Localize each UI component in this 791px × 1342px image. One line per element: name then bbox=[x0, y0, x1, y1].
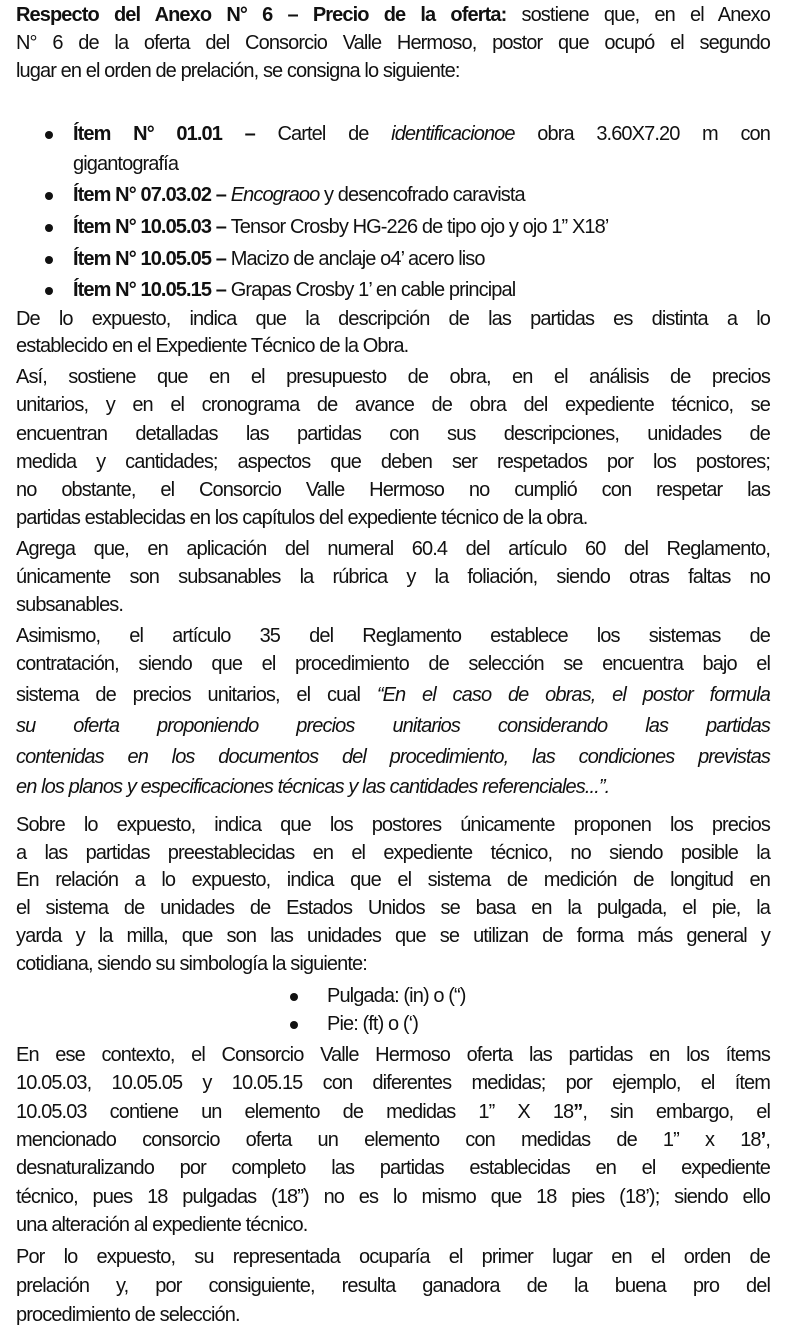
p9-line: prelación y, por consiguiente, resulta ganadora de la buena pro del bbox=[16, 1275, 770, 1297]
p5-quote-line: contenidas en los documentos del procedimiento, las condiciones previstas bbox=[16, 746, 770, 768]
p7-line: yarda y la milla, que son las unidades que se utilizan de forma más general y bbox=[16, 925, 770, 947]
text-italic: Encograoo bbox=[230, 184, 320, 206]
p8-line bbox=[16, 1098, 770, 1126]
p2-line: De lo expuesto, indica que la descripción de las partidas es distinta a lo bbox=[16, 308, 770, 330]
p5-quote-line: en los planos y especificaciones técnicas y las cantidades referenciales...”. bbox=[16, 776, 610, 798]
p2-line: establecido en el Expediente Técnico de la Obra. bbox=[16, 335, 409, 357]
text: obra 3.60X7.20 m con bbox=[514, 123, 770, 145]
bullet-icon bbox=[45, 287, 53, 295]
text: sistema de precios unitarios, el cual bbox=[16, 684, 377, 706]
p3-line: unitarios, y en el cronograma de avance de obra del expediente técnico, se bbox=[16, 394, 770, 416]
dash: – bbox=[211, 216, 231, 238]
text: Cartel de bbox=[277, 123, 392, 145]
p5-line: Asimismo, el artículo 35 del Reglamento establece los sistemas de bbox=[16, 625, 770, 647]
unit-item: Pulgada: (in) o (“) bbox=[327, 985, 466, 1007]
item-label: Ítem N° 07.03.02 bbox=[73, 184, 212, 206]
text-bold: ’ bbox=[760, 1129, 766, 1151]
bullet-icon bbox=[45, 192, 53, 200]
p6-line: Sobre lo expuesto, indica que los postores únicamente proponen los precios bbox=[16, 814, 770, 836]
p3-line: medida y cantidades; aspectos que deben ser respetados por los postores; bbox=[16, 451, 770, 473]
p7-line: En relación a lo expuesto, indica que el sistema de medición de longitud en bbox=[16, 869, 770, 891]
bullet-icon bbox=[290, 1021, 298, 1029]
p8-line: 10.05.03, 10.05.05 y 10.05.15 con diferentes medidas; por ejemplo, el ítem bbox=[16, 1072, 770, 1094]
bullet-icon bbox=[290, 993, 298, 1001]
text-bold: ” bbox=[573, 1101, 583, 1123]
p4-line: únicamente son subsanables la rúbrica y la foliación, siendo otras faltas no bbox=[16, 566, 770, 588]
p8-line: técnico, pues 18 pulgadas (18”) no es lo mismo que 18 pies (18’); siendo ello bbox=[16, 1186, 770, 1208]
list-item bbox=[73, 181, 770, 209]
bullet-icon bbox=[45, 131, 53, 139]
list-item bbox=[73, 245, 770, 273]
text: 10.05.03 contiene un elemento de medidas 1” X 18 bbox=[16, 1101, 574, 1123]
list-item bbox=[73, 276, 770, 304]
p3-line: encuentran detalladas las partidas con sus descripciones, unidades de bbox=[16, 423, 770, 445]
text: , bbox=[765, 1129, 770, 1151]
item-label: Ítem N° 10.05.05 bbox=[73, 248, 212, 270]
p8-line bbox=[16, 1126, 770, 1154]
p5-line bbox=[16, 681, 770, 709]
list-item-continuation: gigantografía bbox=[73, 153, 179, 175]
p5-line: contratación, siendo que el procedimiento de selección se encuentra bajo el bbox=[16, 653, 770, 675]
dash: – bbox=[211, 248, 231, 270]
bullet-icon bbox=[45, 224, 53, 232]
p3-line: no obstante, el Consorcio Valle Hermoso no cumplió con respetar las bbox=[16, 479, 770, 501]
p4-line: Agrega que, en aplicación del numeral 60.4 del artículo 60 del Reglamento, bbox=[16, 538, 770, 560]
unit-item: Pie: (ft) o (‘) bbox=[327, 1013, 418, 1035]
p8-line: una alteración al expediente técnico. bbox=[16, 1214, 308, 1236]
list-item bbox=[73, 213, 770, 241]
section-heading: Respecto del Anexo N° 6 – Precio de la oferta: bbox=[16, 4, 507, 26]
p9-line: Por lo expuesto, su representada ocuparía el primer lugar en el orden de bbox=[16, 1246, 770, 1268]
p4-line: subsanables. bbox=[16, 594, 124, 616]
text-italic: identificacionoe bbox=[391, 123, 515, 145]
list-item bbox=[73, 120, 770, 148]
p5-quote-line: su oferta proponiendo precios unitarios considerando las partidas bbox=[16, 715, 770, 737]
p7-line: el sistema de unidades de Estados Unidos se basa en la pulgada, el pie, la bbox=[16, 897, 770, 919]
text: , sin embargo, el bbox=[582, 1101, 770, 1123]
p1-line-3: lugar en el orden de prelación, se consigna lo siguiente: bbox=[16, 60, 460, 82]
p9-line: procedimiento de selección. bbox=[16, 1304, 240, 1326]
bullet-icon bbox=[45, 256, 53, 264]
text: y desencofrado caravista bbox=[319, 184, 525, 206]
text: mencionado consorcio oferta un elemento con medidas de 1” x 18 bbox=[16, 1129, 761, 1151]
item-label: Ítem N° 10.05.03 bbox=[73, 216, 212, 238]
item-label: Ítem N° 10.05.15 bbox=[73, 279, 212, 301]
dash: – bbox=[211, 184, 231, 206]
dash: – bbox=[221, 123, 278, 145]
p8-line: desnaturalizando por completo las partidas establecidas en el expediente bbox=[16, 1157, 770, 1179]
dash: – bbox=[211, 279, 231, 301]
p1-line-2: N° 6 de la oferta del Consorcio Valle Hermoso, postor que ocupó el segundo bbox=[16, 32, 770, 54]
p3-line: Así, sostiene que en el presupuesto de obra, en el análisis de precios bbox=[16, 366, 770, 388]
text: sostiene que, en el Anexo bbox=[506, 4, 770, 26]
text: Grapas Crosby 1’ en cable principal bbox=[230, 279, 516, 301]
quote-italic: “En el caso de obras, el postor formula bbox=[376, 684, 770, 706]
item-label: Ítem N° 01.01 bbox=[73, 123, 222, 145]
text: Tensor Crosby HG-226 de tipo ojo y ojo 1” X18’ bbox=[230, 216, 609, 238]
p8-line: En ese contexto, el Consorcio Valle Hermoso oferta las partidas en los ítems bbox=[16, 1044, 770, 1066]
p6-line: a las partidas preestablecidas en el expediente técnico, no siendo posible la bbox=[16, 842, 770, 864]
text: Macizo de anclaje o4’ acero liso bbox=[230, 248, 485, 270]
p1-line-1 bbox=[16, 1, 770, 29]
p7-line: cotidiana, siendo su simbología la siguiente: bbox=[16, 953, 367, 975]
p3-line: partidas establecidas en los capítulos del expediente técnico de la obra. bbox=[16, 507, 588, 529]
